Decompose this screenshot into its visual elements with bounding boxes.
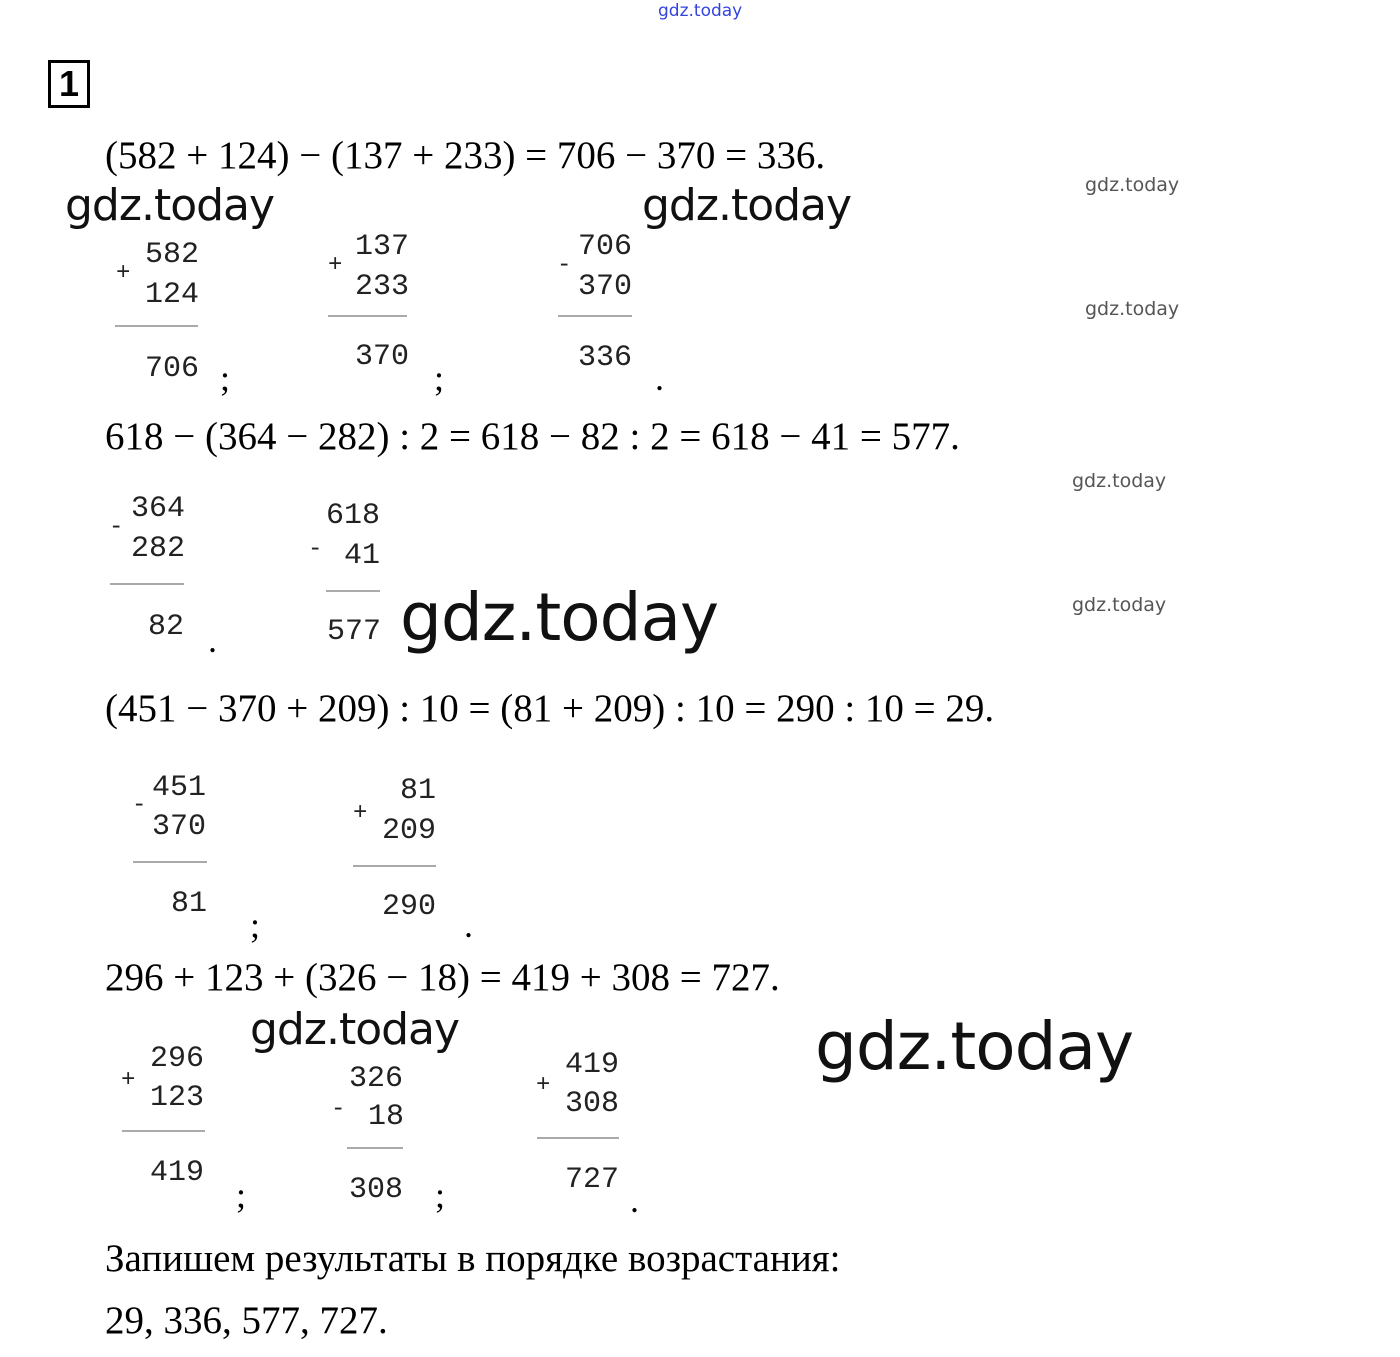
- equation-4: 296 + 123 + (326 − 18) = 419 + 308 = 727.: [105, 956, 780, 999]
- operation-sign: +: [328, 252, 343, 279]
- watermark: gdz.today: [815, 1008, 1134, 1085]
- operand-bottom: 209: [382, 814, 437, 848]
- watermark: gdz.today: [642, 180, 852, 231]
- result: 706: [145, 352, 200, 386]
- operand-bottom: 370: [152, 810, 207, 844]
- operand-top: 618: [326, 499, 381, 533]
- operand-bottom: 233: [355, 270, 410, 304]
- result-line: [537, 1137, 619, 1139]
- punctuation: ;: [220, 358, 231, 398]
- result: 290: [382, 890, 437, 924]
- punctuation: ;: [434, 358, 445, 398]
- watermark: gdz.today: [65, 180, 275, 231]
- result: 336: [578, 341, 633, 375]
- operand-top: 419: [565, 1048, 620, 1082]
- result: 419: [150, 1156, 205, 1190]
- result-line: [328, 315, 407, 317]
- operation-sign: -: [132, 792, 147, 819]
- operation-sign: -: [557, 252, 572, 279]
- result-line: [353, 865, 436, 867]
- operand-bottom: 123: [150, 1081, 205, 1115]
- operation-sign: +: [121, 1067, 136, 1094]
- operand-top: 706: [578, 230, 633, 264]
- result-line: [558, 315, 632, 317]
- operand-bottom: 282: [131, 532, 186, 566]
- operand-top: 582: [145, 238, 200, 272]
- result: 727: [565, 1163, 620, 1197]
- punctuation: ;: [435, 1175, 446, 1215]
- equation-2: 618 − (364 − 282) : 2 = 618 − 82 : 2 = 618 − 41 = 577.: [105, 415, 960, 458]
- operation-sign: -: [331, 1096, 346, 1123]
- watermark: gdz.today: [250, 1004, 460, 1055]
- operand-bottom: 124: [145, 278, 200, 312]
- operation-sign: +: [353, 800, 368, 827]
- punctuation: ;: [250, 905, 261, 945]
- conclusion-answer: 29, 336, 577, 727.: [105, 1299, 388, 1342]
- punctuation: .: [630, 1180, 639, 1220]
- punctuation: .: [208, 620, 217, 660]
- result-line: [115, 325, 198, 327]
- watermark: gdz.today: [1072, 470, 1167, 492]
- operation-sign: -: [109, 514, 124, 541]
- watermark: gdz.today: [1085, 174, 1180, 196]
- result-line: [133, 861, 207, 863]
- operand-top: 296: [150, 1042, 205, 1076]
- operation-sign: +: [536, 1072, 551, 1099]
- conclusion-text: Запишем результаты в порядке возрастания:: [105, 1237, 841, 1280]
- operand-bottom: 41: [344, 539, 381, 573]
- punctuation: .: [655, 358, 664, 398]
- problem-number: 1: [48, 60, 90, 108]
- watermark: gdz.today: [1085, 298, 1180, 320]
- punctuation: ;: [236, 1175, 247, 1215]
- header-watermark: gdz.today: [658, 1, 743, 21]
- operation-sign: -: [308, 536, 323, 563]
- watermark: gdz.today: [1072, 594, 1167, 616]
- equation-1: (582 + 124) − (137 + 233) = 706 − 370 = 336.: [105, 134, 826, 177]
- result: 81: [171, 887, 208, 921]
- punctuation: .: [464, 905, 473, 945]
- result-line: [110, 583, 184, 585]
- operand-bottom: 370: [578, 270, 633, 304]
- operand-bottom: 308: [565, 1087, 620, 1121]
- operand-top: 364: [131, 492, 186, 526]
- operand-top: 451: [152, 771, 207, 805]
- result: 308: [349, 1173, 404, 1207]
- operand-bottom: 18: [368, 1100, 405, 1134]
- operand-top: 137: [355, 230, 410, 264]
- operand-top: 326: [349, 1062, 404, 1096]
- operand-top: 81: [400, 774, 437, 808]
- result-line: [122, 1130, 205, 1132]
- result: 82: [148, 610, 185, 644]
- result-line: [326, 590, 380, 592]
- watermark: gdz.today: [400, 579, 719, 656]
- result: 577: [327, 615, 382, 649]
- result: 370: [355, 340, 410, 374]
- operation-sign: +: [116, 260, 131, 287]
- result-line: [347, 1147, 403, 1149]
- equation-3: (451 − 370 + 209) : 10 = (81 + 209) : 10 = 290 : 10 = 29.: [105, 687, 995, 730]
